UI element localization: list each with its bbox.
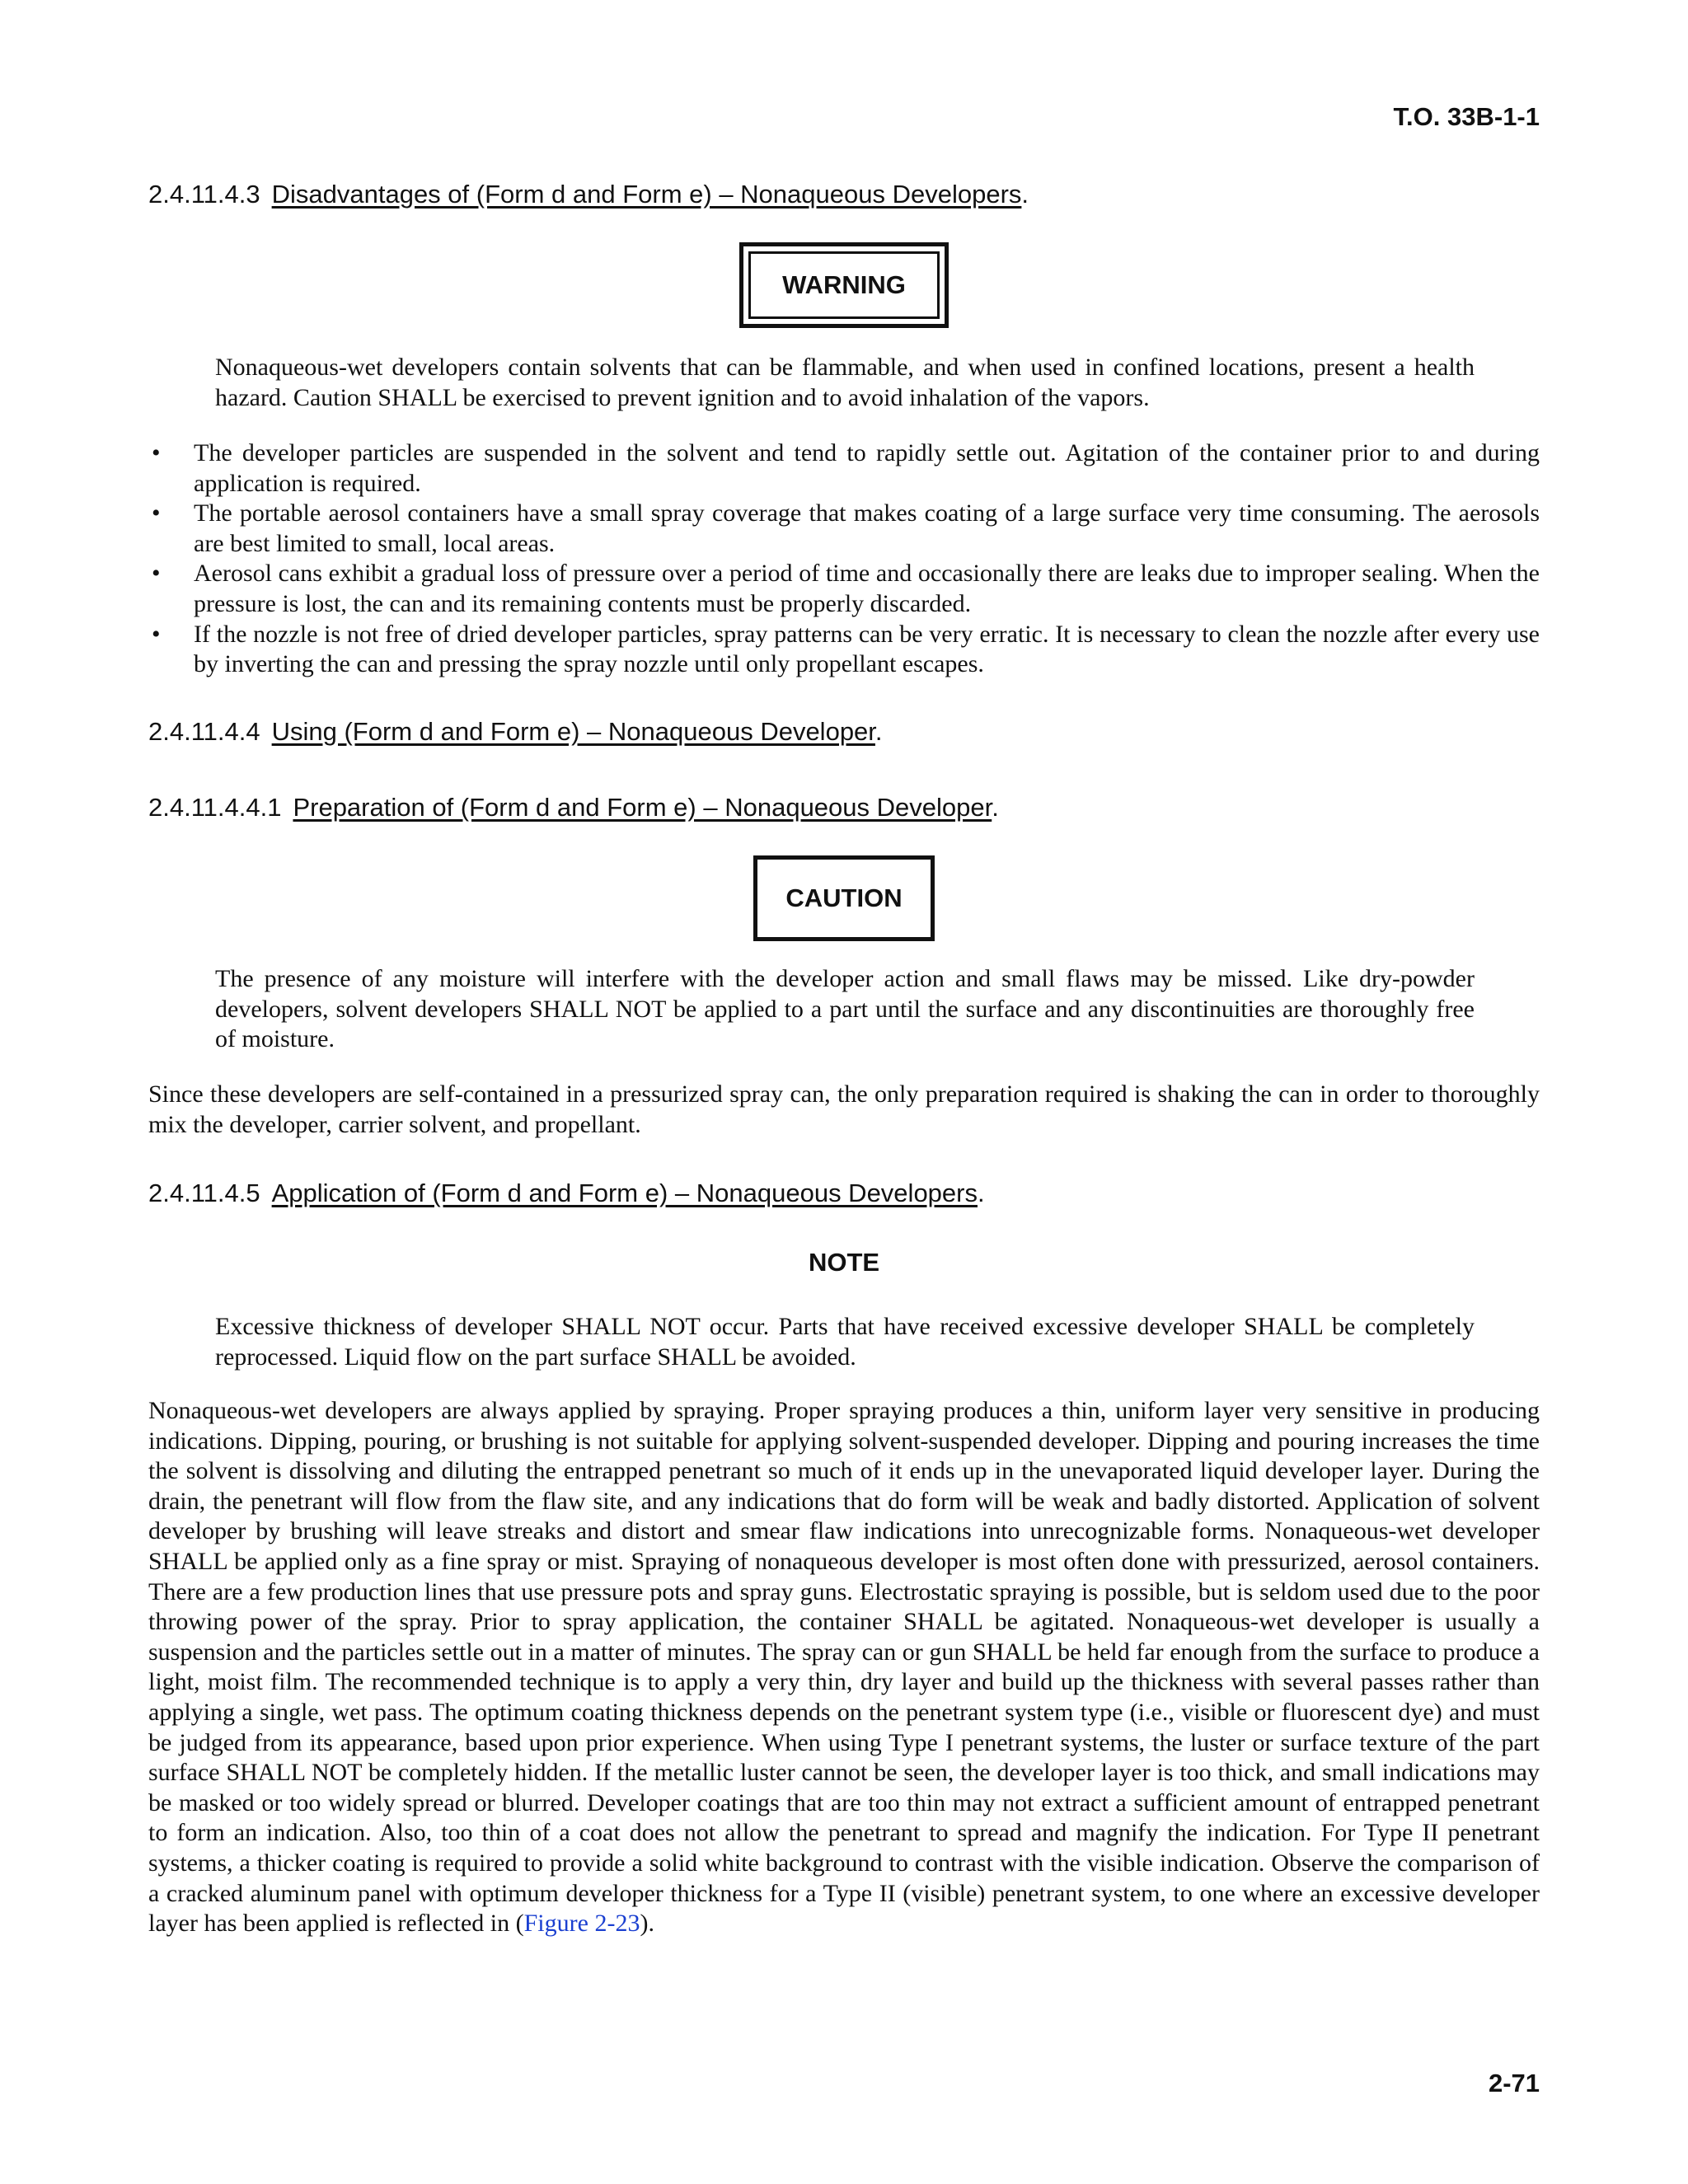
section-title-period: . (977, 1179, 985, 1207)
list-item-text: Aerosol cans exhibit a gradual loss of pressure over a period of time and occasionally there are leaks due to improper sealing. When the pressure is lost, the can and its remaining contents must be properly discarded. (194, 560, 1540, 617)
section-title-period: . (1021, 180, 1029, 209)
section-heading-preparation (148, 793, 999, 823)
document-id: T.O. 33B-1-1 (1393, 102, 1540, 131)
warning-label: WARNING (748, 251, 940, 319)
note-text: Excessive thickness of developer SHALL NOT occur. Parts that have received excessive developer SHALL be completely reprocessed. Liquid flow on the part surface SHALL be avoided. (215, 1313, 1475, 1371)
application-body: Nonaqueous-wet developers are always applied by spraying. Proper spraying produces a thin, uniform layer very sensitive in producing indications. Dipping, pouring, or brushing is not suitable for applying solvent-suspended developer. Dipping and pouring increases the time the solvent is dissolving and diluting the entrapped penetrant so much of it ends up in the unevaporated liquid developer layer. During the drain, the penetrant will flow from the flaw site, and any indications that do form will be weak and badly distorted. Application of solvent developer by brushing will leave streaks and distort and smear flaw indications into unrecognizable forms. Nonaqueous-wet developer SHALL be applied only as a fine spray or mist. Spraying of nonaqueous developer is most often done with pressurized, aerosol containers. There are a few production lines that use pressure pots and spray guns. Electrostatic spraying is possible, but is seldom used due to the poor throwing power of the spray. Prior to spray application, the container SHALL be agitated. Nonaqueous-wet developer is usually a suspension and the particles settle out in a matter of minutes. The spray can or gun SHALL be held far enough from the surface to produce a light, moist film. The recommended technique is to apply a very thin, dry layer and build up the thickness with several passes rather than applying a single, wet pass. The optimum coating thickness depends on the penetrant system type (i.e., visible or fluorescent dye) and must be judged from its appearance, based upon prior experience. When using Type I penetrant systems, the luster or surface texture of the part surface SHALL NOT be completely hidden. If the metallic luster cannot be seen, the developer layer is too thick, and small indications may be masked or too widely spread or blurred. Developer coatings that are too thin may not extract a sufficient amount of entrapped penetrant to form an indication. Also, too thin of a coat does not allow the penetrant to spread and magnify the indication. For Type II penetrant systems, a thicker coating is required to provide a solid white background to contrast with the visible indication. Observe the comparison of a cracked aluminum panel with optimum developer thickness for a Type II (visible) penetrant system, to one where an excessive developer layer has been applied is reflected in ( (148, 1397, 1540, 1938)
application-tail: ). (640, 1910, 654, 1938)
section-number: 2.4.11.4.4.1 (148, 793, 282, 822)
bullet-icon: • (152, 439, 161, 466)
section-title: Disadvantages of (Form d and Form e) – Nonaqueous Developers (271, 180, 1022, 209)
caution-label: CAUTION (785, 883, 903, 912)
figure-link[interactable]: Figure 2-23 (523, 1910, 640, 1938)
warning-box (739, 242, 949, 328)
section-title-period: . (992, 793, 999, 822)
section-title-period: . (874, 717, 883, 746)
list-item (148, 499, 1540, 559)
section-heading-application (148, 1179, 985, 1208)
list-item-text: If the nozzle is not free of dried developer particles, spray patterns can be very erratic. It is necessary to clean the nozzle after every use by inverting the can and pressing the spray nozzle until only propellant escapes. (194, 620, 1540, 678)
section-heading-using (148, 717, 883, 747)
section-heading-disadvantages (148, 180, 1029, 209)
list-item (148, 559, 1540, 619)
bullet-icon: • (152, 560, 161, 588)
caution-text: The presence of any moisture will interfere with the developer action and small flaws may be missed. Like dry-powder developers, solvent developers SHALL NOT be applied to a part until the surface and any discontinuities are thoroughly free of moisture. (215, 965, 1475, 1053)
application-paragraph (148, 1396, 1540, 1939)
list-item-text: The developer particles are suspended in the solvent and tend to rapidly settle out. Agitation of the container prior to and during application is required. (194, 439, 1540, 497)
section-title: Preparation of (Form d and Form e) – Nonaqueous Developer (293, 793, 992, 822)
bullet-icon: • (152, 620, 161, 648)
list-item-text: The portable aerosol containers have a small spray coverage that makes coating of a large surface very time consuming. The aerosols are best limited to small, local areas. (194, 499, 1540, 557)
note-label: NOTE (808, 1248, 880, 1277)
section-title: Using (Form d and Form e) – Nonaqueous Developer (271, 717, 875, 746)
section-number: 2.4.11.4.5 (148, 1179, 260, 1207)
warning-text: Nonaqueous-wet developers contain solvents that can be flammable, and when used in confined locations, present a health hazard. Caution SHALL be exercised to prevent ignition and to avoid inhalation of the vapors. (215, 354, 1475, 411)
list-item (148, 438, 1540, 499)
bullet-icon: • (152, 499, 161, 527)
section-number: 2.4.11.4.4 (148, 717, 260, 746)
caution-box (753, 855, 935, 941)
preparation-paragraph: Since these developers are self-contained in a pressurized spray can, the only preparation required is shaking the can in order to thoroughly mix the developer, carrier solvent, and propellant. (148, 1080, 1540, 1138)
section-number: 2.4.11.4.3 (148, 180, 260, 209)
page-number: 2-71 (1488, 2069, 1540, 2097)
disadvantages-list (148, 438, 1540, 680)
list-item (148, 620, 1540, 680)
section-title: Application of (Form d and Form e) – Nonaqueous Developers (271, 1179, 978, 1207)
